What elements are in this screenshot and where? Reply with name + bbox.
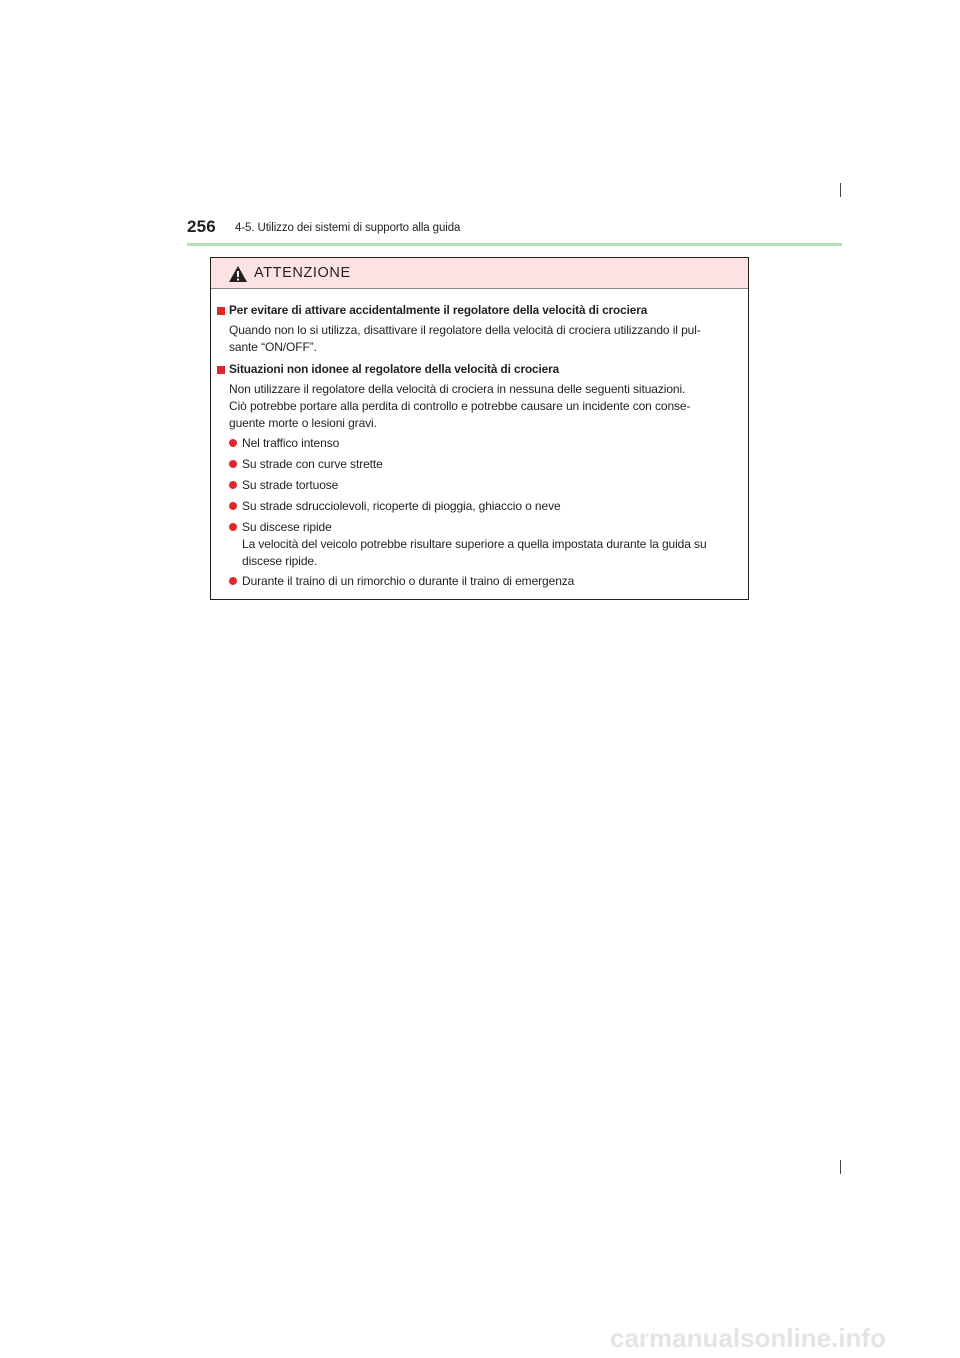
list-item-text: Su discese ripide [242, 520, 332, 534]
list-item-text: Su strade con curve strette [242, 457, 383, 471]
list-item-subtext: discese ripide. [242, 554, 318, 568]
square-bullet-icon [217, 307, 225, 315]
section-title: 4-5. Utilizzo dei sistemi di supporto alla guida [235, 222, 461, 234]
square-bullet-icon [217, 366, 225, 374]
page-header [187, 216, 842, 246]
list-item-text: Su strade tortuose [242, 478, 339, 492]
round-bullet-icon [229, 460, 237, 468]
list-item-text: Nel traffico intenso [242, 436, 340, 450]
round-bullet-icon [229, 502, 237, 510]
page-number: 256 [187, 217, 216, 236]
list-item-text: Su strade sdrucciolevoli, ricoperte di pioggia, ghiaccio o neve [242, 499, 561, 513]
item-text-line: Non utilizzare il regolatore della velocità di crociera in nessuna delle seguenti situazioni. [229, 382, 686, 396]
item-heading: Situazioni non idonee al regolatore della velocità di crociera [229, 362, 560, 376]
header-rule [187, 243, 842, 246]
round-bullet-icon [229, 481, 237, 489]
warning-triangle-icon [228, 265, 248, 283]
warning-header [211, 258, 748, 289]
round-bullet-icon [229, 439, 237, 447]
warning-body [211, 289, 748, 599]
item-heading: Per evitare di attivare accidentalmente il regolatore della velocità di crociera [229, 303, 648, 317]
item-text-line: Quando non lo si utilizza, disattivare il regolatore della velocità di crociera utilizzando il pul- [229, 323, 701, 337]
list-item-text: Durante il traino di un rimorchio o durante il traino di emergenza [242, 574, 575, 588]
watermark-logo [610, 1325, 950, 1355]
warning-title: ATTENZIONE [254, 265, 351, 281]
watermark-text: carmanualsonline.info [610, 1325, 886, 1353]
round-bullet-icon [229, 577, 237, 585]
crop-mark-bottom [840, 1160, 841, 1174]
item-text-line: sante “ON/OFF”. [229, 340, 317, 354]
warning-box [210, 257, 749, 600]
crop-mark-top [840, 183, 841, 197]
item-text-line: Ciò potrebbe portare alla perdita di controllo e potrebbe causare un incidente con conse- [229, 399, 691, 413]
item-text-line: guente morte o lesioni gravi. [229, 416, 377, 430]
round-bullet-icon [229, 523, 237, 531]
watermark [0, 1325, 960, 1355]
list-item-subtext: La velocità del veicolo potrebbe risultare superiore a quella impostata durante la guida su [242, 537, 707, 551]
